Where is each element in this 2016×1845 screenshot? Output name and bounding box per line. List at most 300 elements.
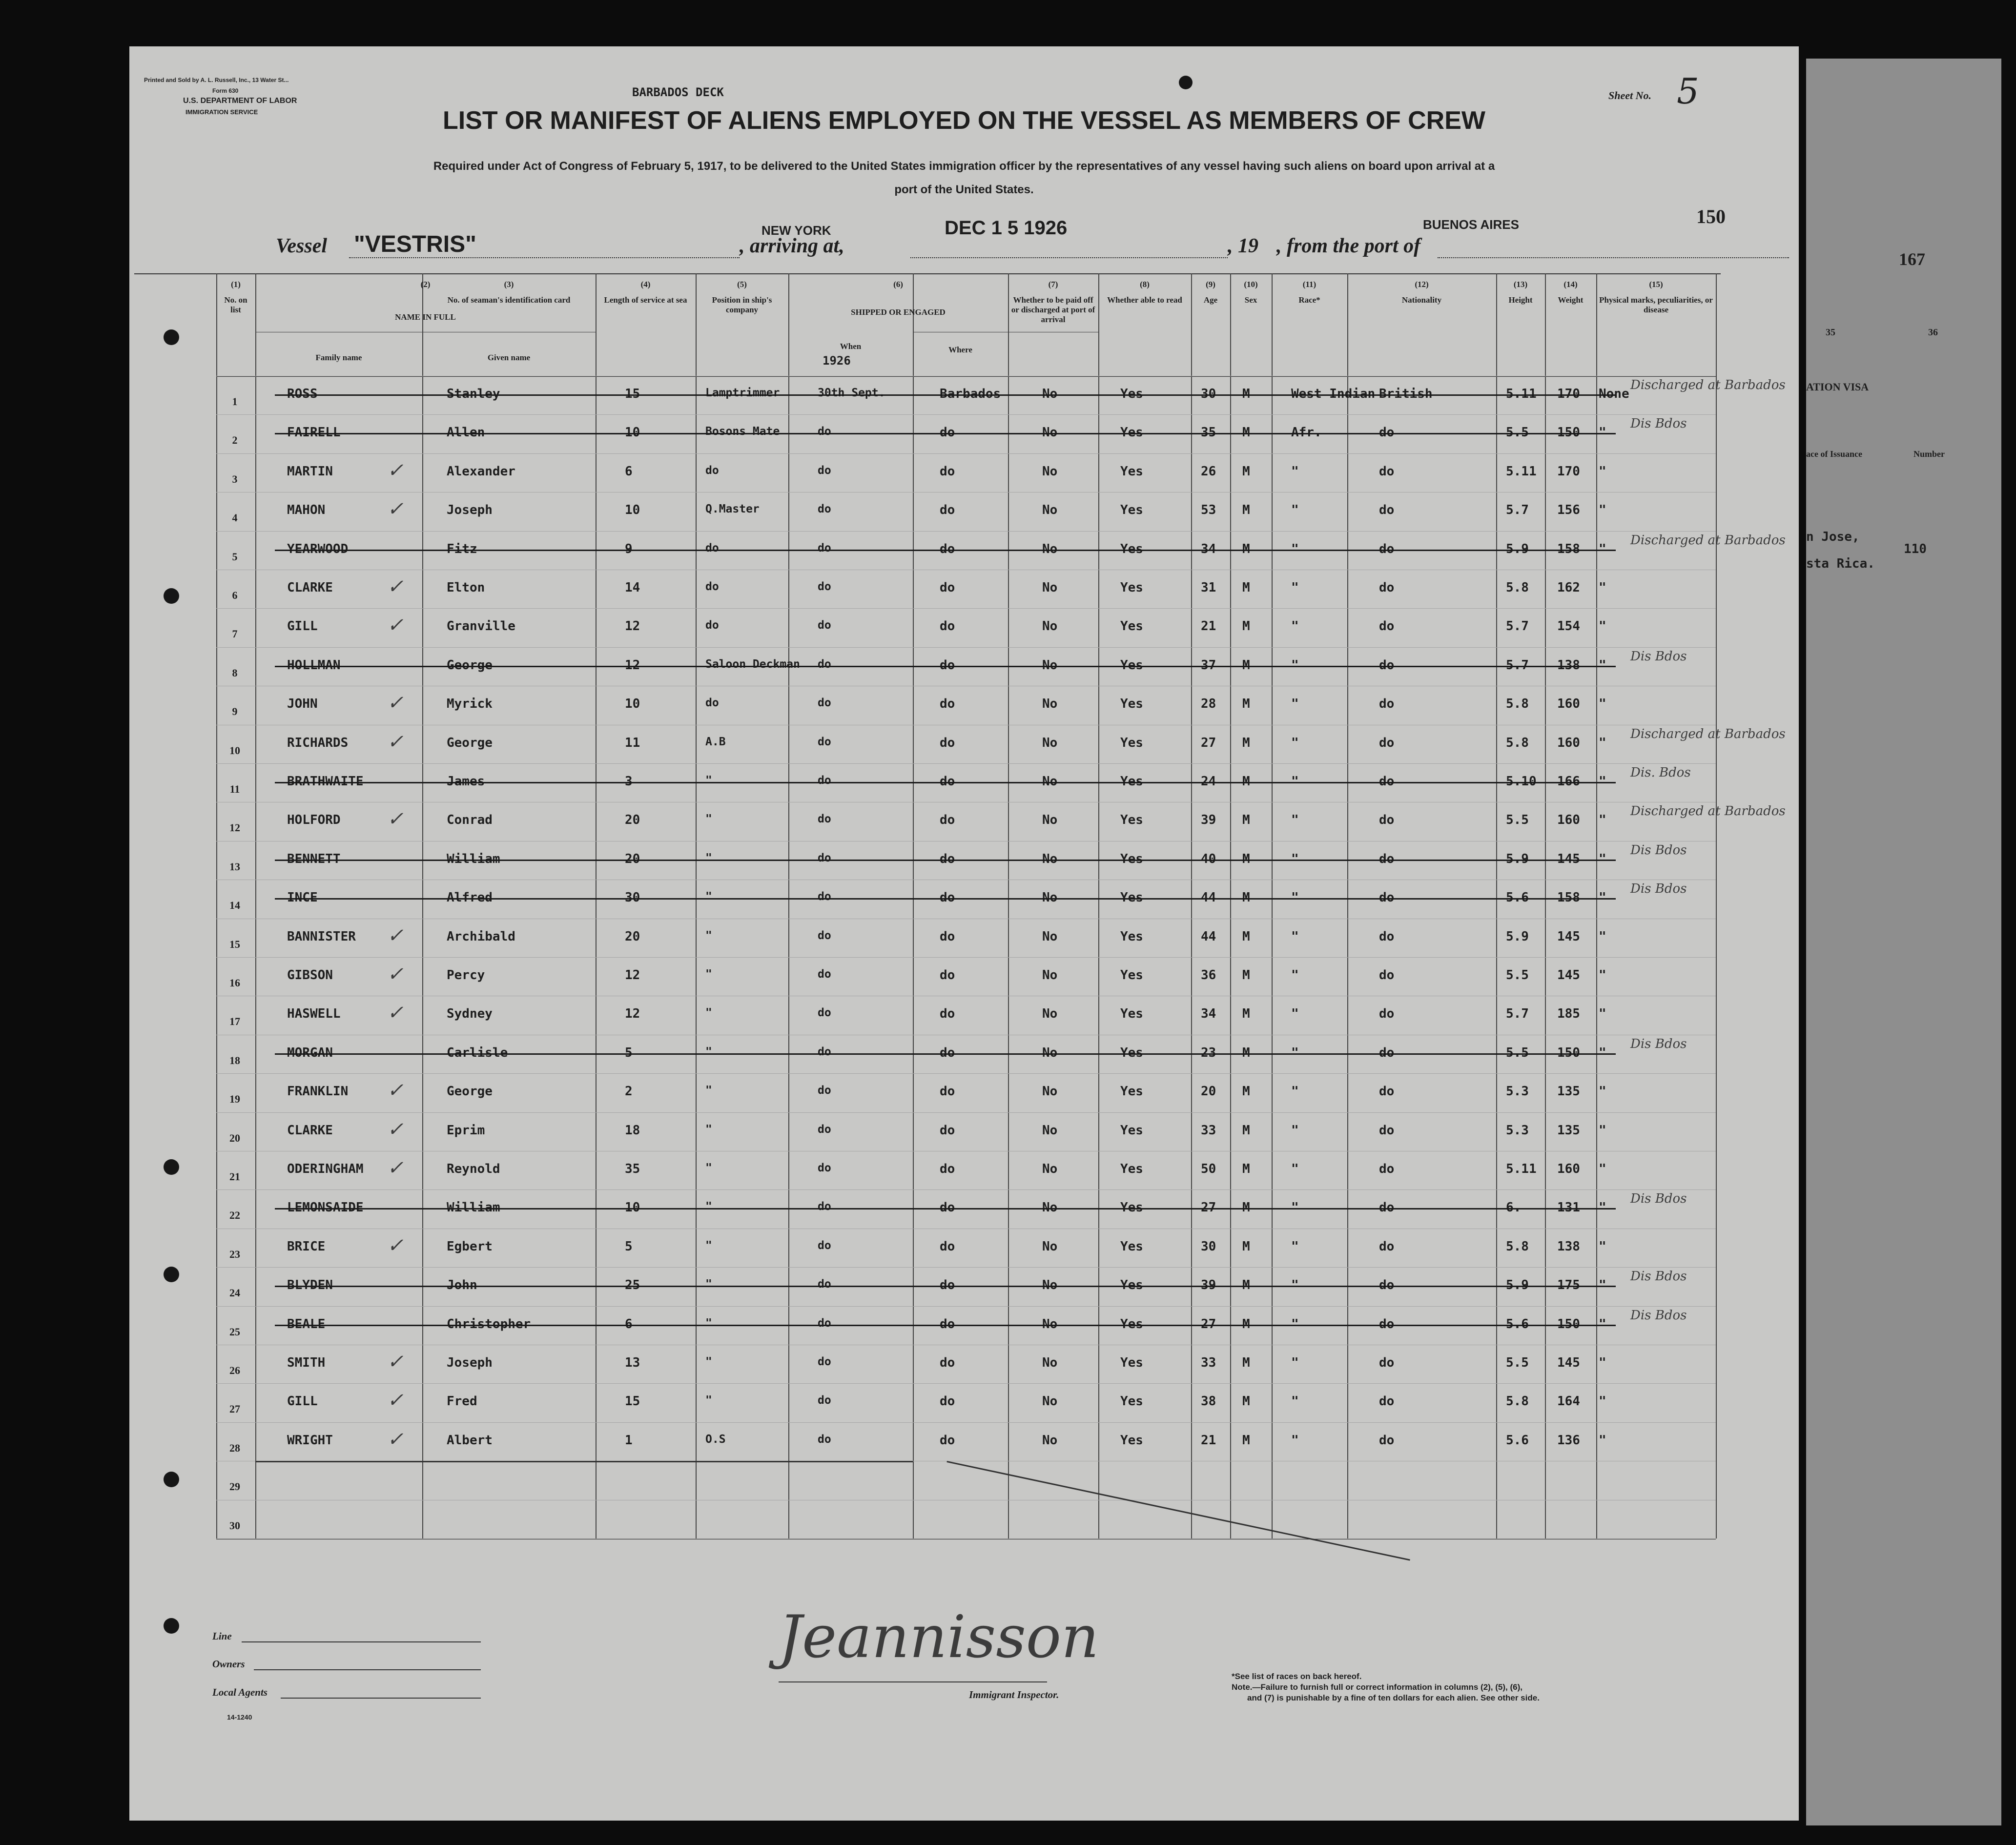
form-number: Form 630 xyxy=(212,87,239,94)
cell-weight: 145 xyxy=(1557,929,1580,944)
cell-nat: do xyxy=(1379,1278,1395,1293)
col-header-c11: Race* xyxy=(1298,295,1320,305)
cell-paid: No xyxy=(1042,1278,1058,1293)
cell-marks: " xyxy=(1599,503,1606,518)
column-rule xyxy=(1098,273,1099,1538)
col-header-c7: Whether to be paid off or discharged at port of arrival xyxy=(1011,295,1095,324)
cell-height: 5.6 xyxy=(1506,1316,1529,1332)
cell-len: 20 xyxy=(625,813,640,828)
cell-pos: " xyxy=(705,1162,712,1174)
cell-family: CLARKE xyxy=(287,580,333,595)
cell-pos: do xyxy=(705,619,719,632)
cell-pos: " xyxy=(705,851,712,864)
cell-len: 6 xyxy=(625,1316,633,1332)
cell-where: do xyxy=(940,1045,955,1060)
cell-marks: " xyxy=(1599,541,1606,556)
cell-age: 44 xyxy=(1201,890,1216,905)
cell-len: 10 xyxy=(625,697,640,712)
adjacent-visa-number: 110 xyxy=(1904,542,1927,556)
cell-len: 5 xyxy=(625,1239,633,1254)
cell-pos: " xyxy=(705,774,712,787)
col-header-c3-number: (3) xyxy=(504,280,514,289)
cell-read: Yes xyxy=(1120,1006,1143,1022)
cell-paid: No xyxy=(1042,774,1058,789)
cell-nat: do xyxy=(1379,968,1395,983)
cell-family: HOLFORD xyxy=(287,813,341,828)
row-number: 15 xyxy=(229,938,240,950)
cell-when: do xyxy=(818,657,831,671)
cell-age: 27 xyxy=(1201,735,1216,750)
cell-race: " xyxy=(1291,541,1299,556)
cell-family: MORGAN xyxy=(287,1045,333,1060)
cell-pos: " xyxy=(705,813,712,826)
col-header-when: When xyxy=(840,342,862,351)
row-number: 28 xyxy=(229,1441,240,1454)
col-header-shipped: SHIPPED OR ENGAGED xyxy=(851,308,946,317)
punch-hole xyxy=(1179,76,1193,89)
vessel-underline xyxy=(349,257,740,258)
strike-through-line xyxy=(275,1208,1616,1210)
cell-paid: No xyxy=(1042,735,1058,750)
service-name: IMMIGRATION SERVICE xyxy=(185,108,258,116)
cell-when: do xyxy=(818,968,831,981)
cell-family: GILL xyxy=(287,619,318,634)
cell-paid: No xyxy=(1042,1316,1058,1332)
strike-through-line xyxy=(275,1286,1616,1287)
cell-when: do xyxy=(818,1355,831,1368)
cell-pos: " xyxy=(705,1123,712,1136)
cell-given: Alexander xyxy=(447,464,515,479)
cell-nat: do xyxy=(1379,1006,1395,1022)
cell-family: WRIGHT xyxy=(287,1433,333,1448)
cell-when: do xyxy=(818,1006,831,1020)
cell-pos: A.B xyxy=(705,735,726,748)
col-header-c1: No. on list xyxy=(224,295,247,314)
cell-height: 5.9 xyxy=(1506,929,1529,944)
cell-paid: No xyxy=(1042,541,1058,556)
cell-race: " xyxy=(1291,697,1299,712)
cell-where: do xyxy=(940,1006,955,1022)
inspector-signature: Jeannisson xyxy=(779,1603,1099,1671)
cell-where: do xyxy=(940,464,955,479)
row-number: 19 xyxy=(229,1093,240,1106)
arriving-port: NEW YORK xyxy=(761,223,831,238)
cell-where: do xyxy=(940,619,955,634)
cell-height: 5.11 xyxy=(1506,1162,1537,1176)
cell-pos: " xyxy=(705,1239,712,1252)
cell-read: Yes xyxy=(1120,1355,1143,1370)
handwritten-note: Dis. Bdos xyxy=(1630,765,1691,780)
cell-given: John xyxy=(447,1278,477,1293)
footnote-races: *See list of races on back hereof. xyxy=(1232,1672,1362,1681)
cell-sex: M xyxy=(1242,1355,1250,1370)
cell-len: 20 xyxy=(625,929,640,944)
cell-marks: None xyxy=(1599,387,1629,401)
row-number: 9 xyxy=(232,705,238,718)
col-header-where: Where xyxy=(948,345,972,354)
cell-weight: 145 xyxy=(1557,968,1580,983)
cell-family: BANNISTER xyxy=(287,929,356,944)
cell-age: 38 xyxy=(1201,1394,1216,1409)
cell-weight: 175 xyxy=(1557,1278,1580,1293)
cell-where: do xyxy=(940,580,955,595)
cell-given: Christopher xyxy=(447,1316,531,1332)
cell-read: Yes xyxy=(1120,1433,1143,1448)
cell-given: Eprim xyxy=(447,1123,485,1138)
cell-family: JOHN xyxy=(287,697,318,712)
adjacent-place-line1: n Jose, xyxy=(1806,530,1860,544)
cell-pos: do xyxy=(705,580,719,593)
cell-age: 30 xyxy=(1201,1239,1216,1254)
cell-pos: " xyxy=(705,1084,712,1097)
cell-marks: " xyxy=(1599,580,1606,595)
cell-race: " xyxy=(1291,774,1299,789)
cell-age: 44 xyxy=(1201,929,1216,944)
row-number: 30 xyxy=(229,1519,240,1532)
check-mark-icon: ✓ xyxy=(387,924,404,947)
strike-through-line xyxy=(275,782,1616,783)
cell-pos: " xyxy=(705,1355,712,1368)
when-year: 1926 xyxy=(823,354,851,368)
col-header-c9-number: (9) xyxy=(1206,280,1215,289)
cell-height: 5.8 xyxy=(1506,697,1529,712)
cell-family: MAHON xyxy=(287,503,326,518)
row-rule xyxy=(216,1422,1716,1423)
department-name: U.S. DEPARTMENT OF LABOR xyxy=(183,97,297,105)
cell-paid: No xyxy=(1042,1355,1058,1370)
cell-race: " xyxy=(1291,657,1299,673)
cell-nat: do xyxy=(1379,425,1395,440)
cell-read: Yes xyxy=(1120,774,1143,789)
cell-when: do xyxy=(818,851,831,864)
cell-nat: do xyxy=(1379,619,1395,634)
cell-marks: " xyxy=(1599,968,1606,983)
cell-race: " xyxy=(1291,851,1299,866)
cell-given: Archibald xyxy=(447,929,515,944)
cell-weight: 136 xyxy=(1557,1433,1580,1448)
col-header-c7-number: (7) xyxy=(1048,280,1058,289)
cell-nat: do xyxy=(1379,503,1395,518)
cell-marks: " xyxy=(1599,890,1606,905)
column-rule xyxy=(788,273,789,1538)
cell-len: 10 xyxy=(625,425,640,440)
footer-agents-label: Local Agents xyxy=(212,1686,267,1698)
column-rule xyxy=(422,273,423,1538)
adjacent-col35: 35 xyxy=(1826,327,1835,338)
cell-paid: No xyxy=(1042,425,1058,440)
col-header-name-in-full: NAME IN FULL xyxy=(395,312,456,322)
row-rule xyxy=(216,453,1716,454)
strike-through-line xyxy=(275,898,1616,900)
col-header-c10-number: (10) xyxy=(1244,280,1258,289)
cell-when: do xyxy=(818,735,831,748)
document-title: LIST OR MANIFEST OF ALIENS EMPLOYED ON THE VESSEL AS MEMBERS OF CREW xyxy=(443,106,1485,135)
cell-weight: 131 xyxy=(1557,1200,1580,1215)
row-number: 4 xyxy=(232,512,238,524)
cell-where: do xyxy=(940,1200,955,1215)
cell-height: 5.8 xyxy=(1506,1239,1529,1254)
cell-len: 10 xyxy=(625,503,640,518)
footer-owners-rule xyxy=(254,1669,481,1670)
cell-where: do xyxy=(940,1355,955,1370)
cell-nat: do xyxy=(1379,774,1395,789)
cell-sex: M xyxy=(1242,1316,1250,1332)
cell-where: do xyxy=(940,929,955,944)
cell-marks: " xyxy=(1599,464,1606,479)
cell-marks: " xyxy=(1599,1084,1606,1099)
cell-nat: do xyxy=(1379,1200,1395,1215)
strike-through-line xyxy=(275,666,1616,667)
cell-read: Yes xyxy=(1120,464,1143,479)
cell-family: BLYDEN xyxy=(287,1278,333,1293)
required-line-2: port of the United States. xyxy=(894,183,1034,196)
col-header-c15: Physical marks, peculiarities, or disease xyxy=(1599,295,1713,314)
row-rule xyxy=(216,1383,1716,1384)
cell-read: Yes xyxy=(1120,1278,1143,1293)
cell-when: do xyxy=(818,1433,831,1446)
cell-given: James xyxy=(447,774,485,789)
cell-pos: " xyxy=(705,929,712,942)
col-header-c4: Length of service at sea xyxy=(604,295,687,305)
cell-family: FRANKLIN xyxy=(287,1084,349,1099)
cell-race: " xyxy=(1291,1355,1299,1370)
cell-sex: M xyxy=(1242,1394,1250,1409)
cell-marks: " xyxy=(1599,619,1606,634)
cell-read: Yes xyxy=(1120,1316,1143,1332)
cell-height: 5.9 xyxy=(1506,851,1529,866)
check-mark-icon: ✓ xyxy=(387,1428,404,1451)
handwritten-note: Discharged at Barbados xyxy=(1630,726,1786,741)
cell-given: William xyxy=(447,1200,500,1215)
cell-where: do xyxy=(940,1316,955,1332)
cell-paid: No xyxy=(1042,697,1058,712)
col-header-c13-number: (13) xyxy=(1513,280,1528,289)
cell-where: do xyxy=(940,968,955,983)
cell-pos: " xyxy=(705,968,712,981)
row-number: 17 xyxy=(229,1015,240,1028)
row-number: 12 xyxy=(229,821,240,834)
cell-age: 28 xyxy=(1201,697,1216,712)
cell-weight: 150 xyxy=(1557,1316,1580,1332)
date-underline xyxy=(910,257,1228,258)
cell-len: 3 xyxy=(625,774,633,789)
cell-race: " xyxy=(1291,1394,1299,1409)
row-rule xyxy=(216,763,1716,764)
cell-pos: do xyxy=(705,697,719,710)
row-number: 7 xyxy=(232,628,238,640)
cell-weight: 138 xyxy=(1557,657,1580,673)
handwritten-note: Discharged at Barbados xyxy=(1630,378,1786,392)
cell-given: Egbert xyxy=(447,1239,493,1254)
cell-pos: O.S xyxy=(705,1433,726,1446)
cell-family: INCE xyxy=(287,890,318,905)
adjacent-sheet-number: 167 xyxy=(1899,249,1925,269)
cell-len: 12 xyxy=(625,619,640,634)
row-rule xyxy=(216,608,1716,609)
cell-when: do xyxy=(818,425,831,438)
cell-height: 5.8 xyxy=(1506,1394,1529,1409)
cell-sex: M xyxy=(1242,890,1250,905)
cell-nat: do xyxy=(1379,851,1395,866)
check-mark-icon: ✓ xyxy=(387,692,404,715)
cell-when: do xyxy=(818,1200,831,1213)
col-header-c13: Height xyxy=(1508,295,1533,305)
cell-given: Reynold xyxy=(447,1162,500,1176)
cell-len: 20 xyxy=(625,851,640,866)
printer-line: Printed and Sold by A. L. Russell, Inc., 13 Water St... xyxy=(144,77,289,83)
cell-height: 5.5 xyxy=(1506,813,1529,828)
cell-weight: 185 xyxy=(1557,1006,1580,1022)
punch-hole xyxy=(164,1267,179,1282)
row-number: 21 xyxy=(229,1170,240,1183)
row-rule xyxy=(216,1189,1716,1190)
cell-age: 30 xyxy=(1201,387,1216,401)
cell-weight: 135 xyxy=(1557,1123,1580,1138)
cell-age: 33 xyxy=(1201,1355,1216,1370)
cell-marks: " xyxy=(1599,1162,1606,1176)
cell-nat: do xyxy=(1379,1084,1395,1099)
from-port: BUENOS AIRES xyxy=(1423,217,1519,232)
cell-read: Yes xyxy=(1120,541,1143,556)
cell-marks: " xyxy=(1599,1239,1606,1254)
cell-height: 5.8 xyxy=(1506,735,1529,750)
cell-nat: do xyxy=(1379,890,1395,905)
cell-where: do xyxy=(940,851,955,866)
cell-sex: M xyxy=(1242,1162,1250,1176)
cell-paid: No xyxy=(1042,1200,1058,1215)
row-rule xyxy=(216,1306,1716,1307)
cell-read: Yes xyxy=(1120,851,1143,866)
cell-where: do xyxy=(940,1123,955,1138)
adjacent-number-header: Number xyxy=(1913,449,1945,459)
handwritten-note: Dis Bdos xyxy=(1630,1036,1687,1051)
cell-height: 5.3 xyxy=(1506,1123,1529,1138)
row-number: 6 xyxy=(232,589,238,601)
cell-when: do xyxy=(818,1084,831,1097)
cell-nat: do xyxy=(1379,735,1395,750)
cell-read: Yes xyxy=(1120,657,1143,673)
section-label: BARBADOS DECK xyxy=(632,85,724,99)
col-header-c12: Nationality xyxy=(1401,295,1442,305)
col-header-c8: Whether able to read xyxy=(1107,295,1182,305)
cell-height: 5.8 xyxy=(1506,580,1529,595)
cell-read: Yes xyxy=(1120,968,1143,983)
col-header-c9: Age xyxy=(1203,295,1218,305)
cell-race: " xyxy=(1291,890,1299,905)
footnote-penalty-cont: and (7) is punishable by a fine of ten dollars for each alien. See other side. xyxy=(1247,1693,1540,1702)
cell-when: do xyxy=(818,580,831,593)
check-mark-icon: ✓ xyxy=(387,1234,404,1257)
row-rule xyxy=(216,531,1716,532)
cell-pos: Saloon Deckman xyxy=(705,657,800,671)
cell-where: do xyxy=(940,425,955,440)
cell-family: GIBSON xyxy=(287,968,333,983)
check-mark-icon: ✓ xyxy=(387,1002,404,1025)
cell-age: 27 xyxy=(1201,1316,1216,1332)
row-number: 22 xyxy=(229,1209,240,1222)
cell-read: Yes xyxy=(1120,387,1143,401)
column-rule xyxy=(1496,273,1497,1538)
cell-marks: " xyxy=(1599,1006,1606,1022)
cell-read: Yes xyxy=(1120,1162,1143,1176)
cell-len: 2 xyxy=(625,1084,633,1099)
cell-pos: " xyxy=(705,1394,712,1407)
closing-line xyxy=(255,1461,913,1462)
row-rule xyxy=(216,647,1716,648)
cell-given: George xyxy=(447,735,493,750)
cell-nat: do xyxy=(1379,657,1395,673)
cell-len: 12 xyxy=(625,968,640,983)
cell-sex: M xyxy=(1242,968,1250,983)
row-number: 18 xyxy=(229,1054,240,1066)
cell-where: do xyxy=(940,541,955,556)
punch-hole xyxy=(164,588,179,604)
cell-paid: No xyxy=(1042,1162,1058,1176)
cell-paid: No xyxy=(1042,929,1058,944)
cell-marks: " xyxy=(1599,1355,1606,1370)
handwritten-note: Dis Bdos xyxy=(1630,842,1687,858)
handwritten-note: Dis Bdos xyxy=(1630,1191,1687,1207)
cell-age: 39 xyxy=(1201,813,1216,828)
col-header-c3: No. of seaman's identification card xyxy=(447,295,571,305)
sheet-number: 5 xyxy=(1677,71,1699,112)
cell-family: ODERINGHAM xyxy=(287,1162,364,1176)
col-header-c6-number: (6) xyxy=(893,280,903,289)
cell-when: do xyxy=(818,1045,831,1058)
cell-where: do xyxy=(940,1278,955,1293)
cell-given: Fitz xyxy=(447,541,477,556)
cell-sex: M xyxy=(1242,1084,1250,1099)
cell-weight: 154 xyxy=(1557,619,1580,634)
row-rule xyxy=(216,1267,1716,1268)
cell-where: do xyxy=(940,1433,955,1448)
cell-when: do xyxy=(818,503,831,516)
cell-age: 36 xyxy=(1201,968,1216,983)
cell-read: Yes xyxy=(1120,1084,1143,1099)
cell-nat: do xyxy=(1379,929,1395,944)
cell-family: CLARKE xyxy=(287,1123,333,1138)
cell-race: " xyxy=(1291,1045,1299,1060)
cell-nat: do xyxy=(1379,1239,1395,1254)
cell-age: 24 xyxy=(1201,774,1216,789)
vessel-label: Vessel xyxy=(276,235,327,257)
cell-race: Afr. xyxy=(1291,425,1322,440)
cell-nat: do xyxy=(1379,1316,1395,1332)
row-number: 14 xyxy=(229,899,240,912)
check-mark-icon: ✓ xyxy=(387,1118,404,1141)
cell-where: do xyxy=(940,1162,955,1176)
cell-marks: " xyxy=(1599,774,1606,789)
manifest-sheet xyxy=(129,46,1799,1821)
cell-sex: M xyxy=(1242,813,1250,828)
cell-age: 20 xyxy=(1201,1084,1216,1099)
cell-when: do xyxy=(818,1316,831,1330)
cell-read: Yes xyxy=(1120,503,1143,518)
cell-read: Yes xyxy=(1120,735,1143,750)
check-mark-icon: ✓ xyxy=(387,575,404,598)
cell-given: Granville xyxy=(447,619,515,634)
col-header-given-name: Given name xyxy=(487,353,531,362)
cell-paid: No xyxy=(1042,968,1058,983)
cell-read: Yes xyxy=(1120,1394,1143,1409)
cell-where: do xyxy=(940,657,955,673)
cell-age: 34 xyxy=(1201,541,1216,556)
cell-sex: M xyxy=(1242,425,1250,440)
check-mark-icon: ✓ xyxy=(387,1079,404,1102)
cell-len: 12 xyxy=(625,1006,640,1022)
cell-weight: 150 xyxy=(1557,1045,1580,1060)
cell-race: " xyxy=(1291,1123,1299,1138)
